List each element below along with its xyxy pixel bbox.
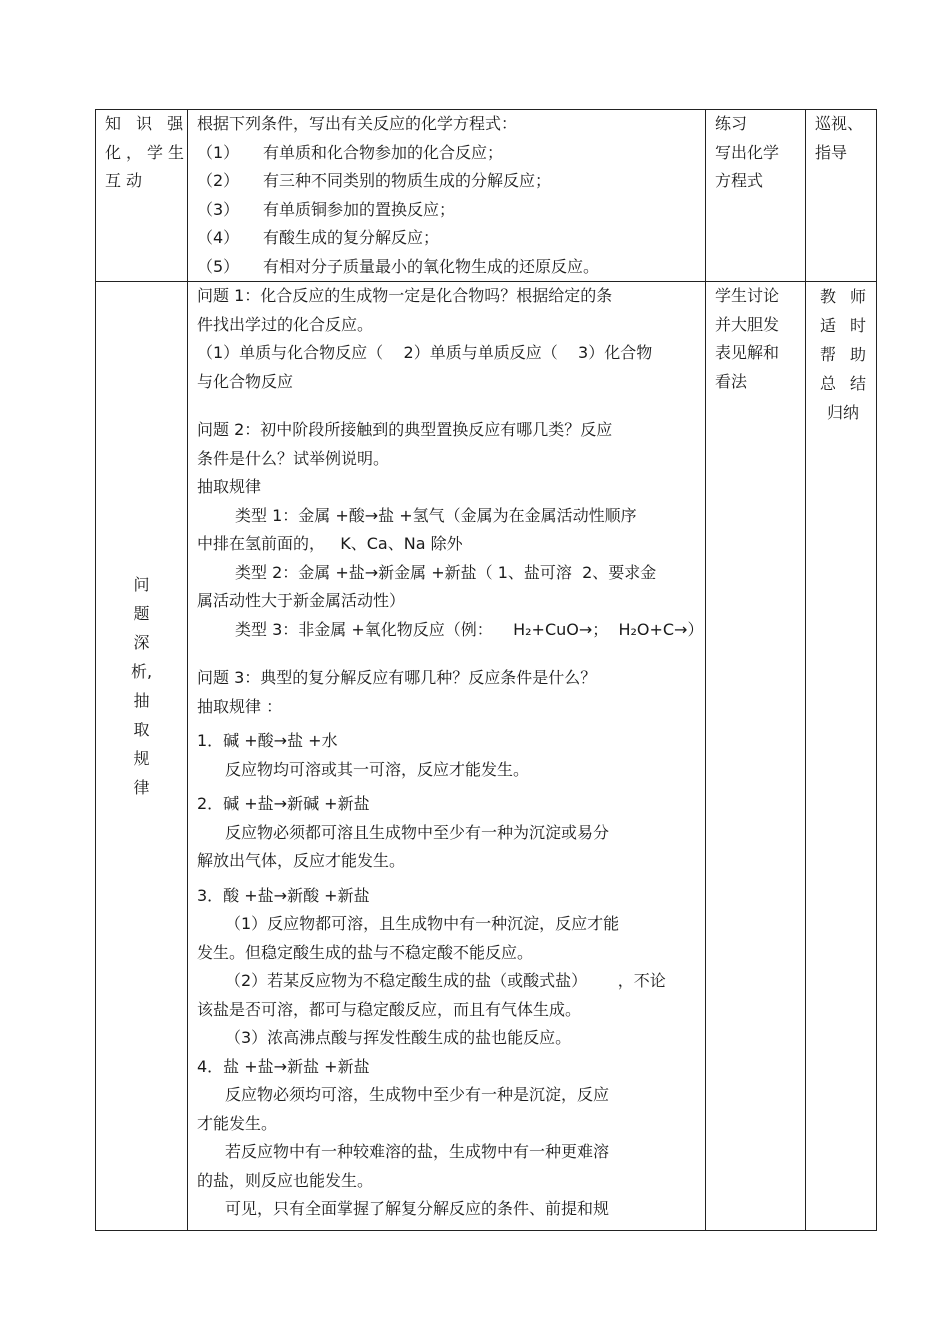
- teacher-char: 助: [849, 345, 866, 364]
- stage-line: 互动: [105, 171, 148, 190]
- rule-body: （1）反应物都可溶，且生成物中有一种沉淀，反应才能: [225, 914, 620, 933]
- lesson-plan-table: [95, 109, 877, 1231]
- student-line: 练习: [715, 114, 748, 133]
- rule-body: 若反应物中有一种较难溶的盐，生成物中有一种更难溶: [225, 1142, 610, 1161]
- teacher-line: [806, 369, 876, 398]
- item-number: （4）: [197, 228, 240, 247]
- rule-body: 的盐，则反应也能发生。: [197, 1170, 374, 1190]
- rule-body: 反应物必须都可溶且生成物中至少有一种为沉淀或易分: [225, 822, 610, 842]
- question-3-line: 问题 3：典型的复分解反应有哪几种？反应条件是什么？: [197, 668, 597, 687]
- stage-char: 析,: [130, 662, 153, 681]
- question-1-line: 与化合物反应: [197, 371, 294, 391]
- item-number: （2）: [197, 171, 240, 190]
- rule-body: 解放出气体，反应才能发生。: [197, 851, 406, 870]
- stage-cell: [96, 110, 188, 282]
- stage-char: 律: [133, 778, 150, 797]
- type-line: 属活动性大于新金属活动性）: [197, 591, 406, 610]
- rule-body: 可见，只有全面掌握了解复分解反应的条件、前提和规: [225, 1199, 610, 1218]
- content-cell: [188, 282, 706, 1231]
- teacher-line: [806, 340, 876, 369]
- rule-heading: 抽取规律: [197, 477, 262, 496]
- rule-body: （3）浓高沸点酸与挥发性酸生成的盐也能反应。: [225, 1028, 572, 1047]
- rule-head: 3．酸 +盐→新酸 +新盐: [197, 885, 370, 905]
- stage-char: 抽: [133, 691, 150, 710]
- teacher-char: 适: [820, 316, 837, 335]
- rule-heading: 抽取规律 ：: [197, 696, 283, 716]
- question-1-line: 件找出学过的化合反应。: [197, 314, 374, 334]
- student-activity-cell: [706, 282, 806, 1231]
- rule-body: 发生。但稳定酸生成的盐与不稳定酸不能反应。: [197, 942, 534, 962]
- teacher-char: 总: [820, 374, 837, 393]
- rule-head: 2．碱 +盐→新碱 +新盐: [197, 794, 370, 813]
- question-1-line: 问题 1：化合反应的生成物一定是化合物吗？根据给定的条: [197, 286, 613, 305]
- item-number: （1）: [197, 142, 240, 162]
- stage-char: 问: [133, 575, 150, 594]
- student-line: 学生讨论: [715, 286, 780, 305]
- rule-body: 反应物必须均可溶，生成物中至少有一种是沉淀，反应: [225, 1085, 610, 1104]
- teacher-char: 归纳: [826, 403, 859, 422]
- teacher-char: 教: [820, 287, 837, 306]
- type-line: 类型 2：金属 +盐→新金属 +新盐（ 1、盐可溶 2、要求金: [235, 562, 657, 582]
- table-row: [96, 110, 877, 282]
- student-line: 看法: [715, 371, 748, 391]
- teacher-char: 师: [849, 287, 866, 306]
- student-line: 并大胆发: [715, 314, 780, 334]
- teacher-line: [806, 282, 876, 311]
- item-number: （5）: [197, 256, 240, 276]
- student-activity-cell: [706, 110, 806, 282]
- teacher-char: 结: [849, 374, 866, 393]
- list-item: [197, 196, 697, 225]
- stage-char: 题: [133, 604, 150, 623]
- item-number: （3）: [197, 199, 240, 219]
- item-text: 有单质和化合物参加的化合反应；: [263, 142, 504, 162]
- type-line: 中排在氢前面的， K、Ca、Na 除外: [197, 534, 463, 553]
- item-text: 有酸生成的复分解反应；: [263, 228, 440, 247]
- stage-char: 规: [133, 749, 150, 768]
- teacher-line: 巡视、: [815, 114, 864, 133]
- student-line: 方程式: [715, 171, 764, 190]
- rule-body: 该盐是否可溶，都可与稳定酸反应，而且有气体生成。: [197, 999, 582, 1019]
- student-line: 写出化学: [715, 142, 780, 162]
- stage-cell: [96, 282, 188, 1231]
- teacher-line: [806, 311, 876, 340]
- teacher-line: 指导: [815, 142, 848, 162]
- item-text: 有单质铜参加的置换反应；: [263, 199, 456, 219]
- table-row: [96, 282, 877, 1231]
- type-line: 类型 3：非金属 +氧化物反应（例： H₂+CuO→； H₂O+C→）: [235, 619, 704, 639]
- item-text: 有相对分子质量最小的氧化物生成的还原反应。: [263, 256, 600, 276]
- rule-body: （2）若某反应物为不稳定酸生成的盐（或酸式盐） ，不论: [225, 971, 666, 990]
- task-intro: 根据下列条件，写出有关反应的化学方程式：: [197, 114, 518, 133]
- stage-char: 深: [133, 633, 150, 652]
- question-2-line: 条件是什么？试举例说明。: [197, 448, 390, 468]
- teacher-activity-cell: [806, 110, 877, 282]
- teacher-char: 时: [849, 316, 866, 335]
- teacher-char: 帮: [820, 345, 837, 364]
- rule-body: 才能发生。: [197, 1113, 278, 1133]
- teacher-activity-cell: [806, 282, 877, 1231]
- type-line: 类型 1：金属 +酸→盐 +氢气（金属为在金属活动性顺序: [235, 505, 637, 525]
- list-item: [197, 253, 697, 282]
- rule-body: 反应物均可溶或其一可溶，反应才能发生。: [225, 759, 530, 779]
- student-line: 表见解和: [715, 343, 780, 362]
- stage-char: 取: [133, 720, 150, 739]
- item-text: 有三种不同类别的物质生成的分解反应；: [263, 171, 552, 190]
- list-item: [197, 167, 697, 196]
- question-2-line: 问题 2：初中阶段所接触到的典型置换反应有哪几类？反应: [197, 420, 613, 439]
- question-1-line: （1）单质与化合物反应（ 2）单质与单质反应（ 3）化合物: [197, 343, 653, 362]
- list-item: [197, 139, 697, 168]
- rule-head: 1．碱 +酸→盐 +水: [197, 731, 338, 750]
- stage-line: 化，学生: [105, 142, 190, 162]
- stage-line: 知 识 强: [105, 114, 189, 133]
- content-cell: [188, 110, 706, 282]
- list-item: [197, 224, 697, 253]
- teacher-line: [806, 398, 876, 427]
- rule-head: 4．盐 +盐→新盐 +新盐: [197, 1056, 370, 1076]
